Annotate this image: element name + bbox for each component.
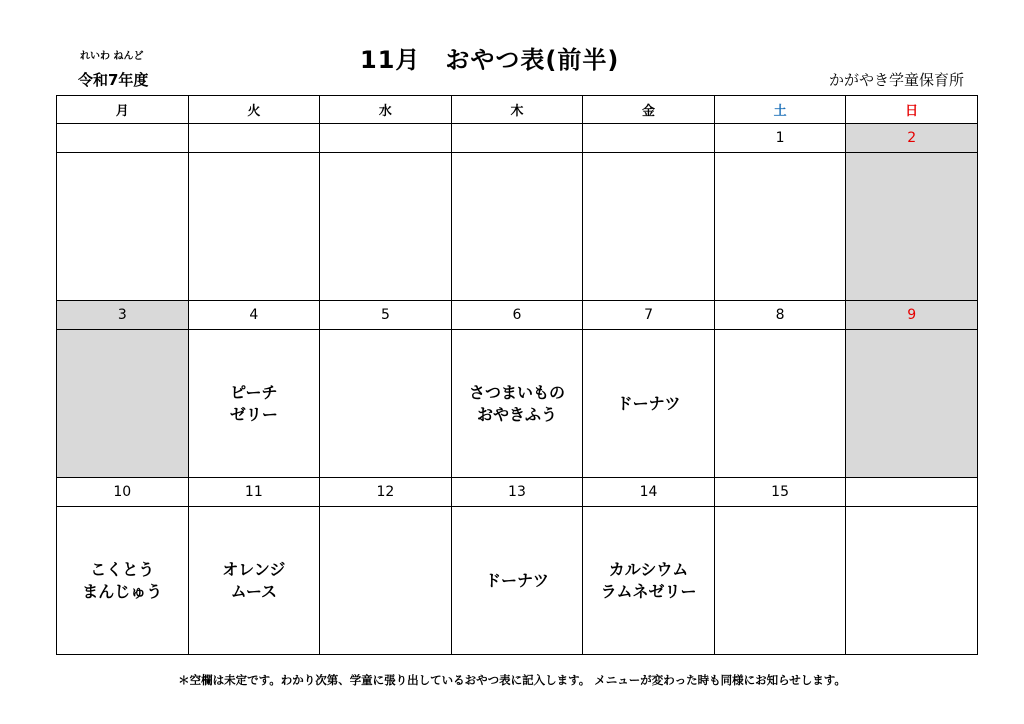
snack-cell: [846, 507, 978, 655]
snack-name: ラムネゼリー: [600, 581, 697, 601]
snack-name: ゼリー: [229, 404, 278, 424]
snack-row: [57, 153, 978, 301]
snack-cell: [451, 153, 583, 301]
date-cell: [320, 124, 452, 153]
organization-name: かがやき学童保育所: [828, 71, 964, 89]
date-cell-holiday: 3: [57, 301, 189, 330]
snack-cell: [583, 507, 715, 655]
weekday-wed: 水: [320, 96, 452, 124]
snack-cell: [57, 507, 189, 655]
date-row: [57, 478, 978, 507]
snack-name: おやきふう: [476, 404, 557, 424]
snack-name: カルシウム: [608, 559, 689, 579]
date-cell: [57, 124, 189, 153]
snack-cell: [583, 330, 715, 478]
date-cell: [846, 478, 978, 507]
date-cell: 4: [188, 301, 320, 330]
date-cell: 15: [714, 478, 846, 507]
snack-name: さつまいもの: [468, 382, 565, 402]
date-cell: [188, 124, 320, 153]
date-cell: 8: [714, 301, 846, 330]
snack-calendar: [56, 95, 978, 655]
snack-name: ムース: [230, 581, 278, 601]
snack-cell: [57, 153, 189, 301]
snack-cell-holiday: [57, 330, 189, 478]
snack-name: ピーチ: [230, 382, 278, 402]
snack-row: [57, 507, 978, 655]
snack-cell-holiday: [846, 153, 978, 301]
date-cell: 6: [451, 301, 583, 330]
snack-cell-holiday: [846, 330, 978, 478]
date-cell-holiday: 2: [846, 124, 978, 153]
date-row: [57, 124, 978, 153]
date-cell: [583, 124, 715, 153]
snack-cell: [188, 507, 320, 655]
weekday-header-row: [57, 96, 978, 124]
snack-cell: [451, 507, 583, 655]
footer-note: ＊空欄は未定です。わかり次第、学童に張り出しているおやつ表に記入します。 メニューが変わった時も同様にお知らせします。: [178, 673, 846, 687]
weekday-thu: 木: [451, 96, 583, 124]
snack-row: [57, 330, 978, 478]
date-cell: 7: [583, 301, 715, 330]
era-year: 令和7年度: [78, 71, 149, 89]
date-cell: 13: [451, 478, 583, 507]
date-cell: 14: [583, 478, 715, 507]
snack-name: ドーナツ: [485, 570, 549, 590]
weekday-sun: 日: [846, 96, 978, 124]
snack-cell: [451, 330, 583, 478]
page-title: 11月 おやつ表(前半): [360, 46, 620, 74]
date-row: [57, 301, 978, 330]
date-cell: 5: [320, 301, 452, 330]
snack-cell: [188, 153, 320, 301]
snack-cell: [714, 153, 846, 301]
era-ruby: れいわ ねんど: [80, 51, 144, 62]
date-cell: 11: [188, 478, 320, 507]
snack-cell: [320, 330, 452, 478]
snack-name: こくとう: [90, 559, 155, 579]
snack-name: ドーナツ: [616, 393, 681, 413]
snack-cell: [583, 153, 715, 301]
snack-cell: [320, 153, 452, 301]
snack-cell: [714, 330, 846, 478]
date-cell: 10: [57, 478, 189, 507]
weekday-sat: 土: [714, 96, 846, 124]
snack-cell: [714, 507, 846, 655]
date-cell: 1: [714, 124, 846, 153]
snack-name: オレンジ: [222, 559, 286, 579]
snack-cell: [320, 507, 452, 655]
date-cell-holiday: 9: [846, 301, 978, 330]
weekday-fri: 金: [583, 96, 715, 124]
snack-name: まんじゅう: [82, 581, 163, 601]
date-cell: 12: [320, 478, 452, 507]
date-cell: [451, 124, 583, 153]
weekday-tue: 火: [188, 96, 320, 124]
weekday-mon: 月: [57, 96, 189, 124]
snack-cell: [188, 330, 320, 478]
